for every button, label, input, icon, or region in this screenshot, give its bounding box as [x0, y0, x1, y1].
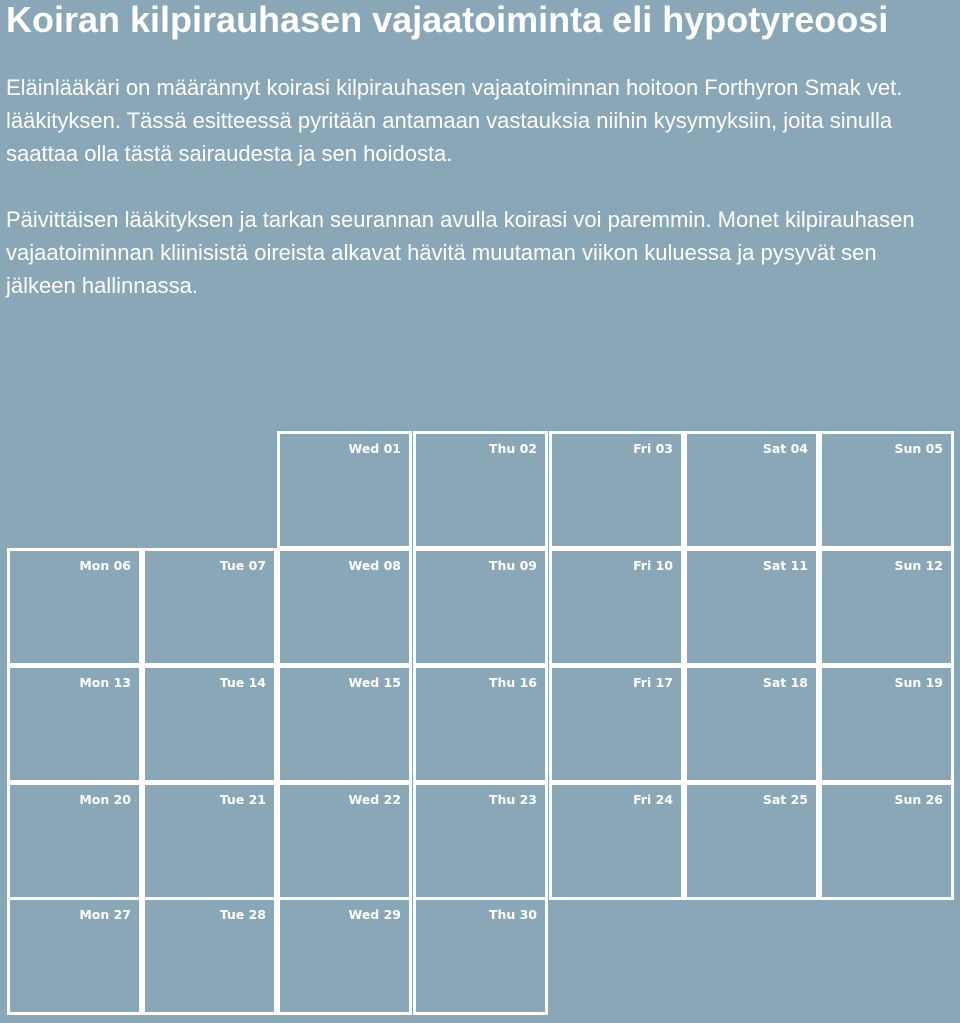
- calendar-day-cell: [7, 665, 142, 783]
- calendar-day-cell: [142, 548, 277, 666]
- calendar-day-label: Thu 02: [488, 441, 537, 456]
- calendar-day-cell: [819, 665, 954, 783]
- calendar-day-label: Thu 09: [488, 558, 537, 573]
- calendar-day-cell: [684, 665, 819, 783]
- calendar-day-cell: [413, 897, 548, 1015]
- calendar-day-label: Mon 13: [79, 675, 131, 690]
- calendar-day-label: Wed 22: [348, 792, 401, 807]
- calendar-day-cell: [684, 431, 819, 549]
- calendar-day-cell: [277, 665, 412, 783]
- calendar-day-label: Fri 17: [633, 675, 673, 690]
- calendar-day-label: Thu 30: [488, 907, 537, 922]
- calendar-day-cell: [277, 548, 412, 666]
- calendar-day-cell: [413, 548, 548, 666]
- calendar-day-cell: [549, 548, 684, 666]
- calendar-day-cell: [277, 782, 412, 900]
- calendar-day-label: Tue 14: [219, 675, 266, 690]
- calendar-day-label: Mon 06: [79, 558, 131, 573]
- calendar-day-cell: [277, 431, 412, 549]
- calendar-day-label: Wed 08: [348, 558, 401, 573]
- calendar-day-label: Wed 29: [348, 907, 401, 922]
- calendar-day-cell: [819, 548, 954, 666]
- page-title: Koiran kilpirauhasen vajaatoiminta eli hypotyreoosi: [6, 0, 889, 40]
- calendar-day-label: Thu 23: [488, 792, 537, 807]
- calendar-day-label: Tue 21: [219, 792, 266, 807]
- calendar-day-label: Sun 19: [894, 675, 943, 690]
- calendar-day-cell: [7, 782, 142, 900]
- calendar-day-label: Fri 10: [633, 558, 673, 573]
- calendar-day-cell: [819, 782, 954, 900]
- calendar-day-label: Tue 07: [219, 558, 266, 573]
- calendar-day-cell: [142, 665, 277, 783]
- calendar-day-cell: [142, 897, 277, 1015]
- calendar-day-cell: [7, 897, 142, 1015]
- calendar-day-label: Sun 26: [894, 792, 943, 807]
- calendar-day-cell: [549, 431, 684, 549]
- info-paragraph: Päivittäisen lääkityksen ja tarkan seurannan avulla koirasi voi paremmin. Monet kilpirauhasen vajaatoiminnan kliinisistä oireista alkavat hävitä muutaman viikon kuluessa ja pysyvät sen jälkeen hallinnassa.: [6, 207, 915, 298]
- calendar-day-label: Mon 20: [79, 792, 131, 807]
- calendar-day-cell: [277, 897, 412, 1015]
- calendar-day-cell: [819, 431, 954, 549]
- calendar-day-cell: [684, 548, 819, 666]
- calendar-day-label: Wed 15: [348, 675, 401, 690]
- calendar-day-label: Fri 24: [633, 792, 673, 807]
- calendar-day-cell: [549, 665, 684, 783]
- calendar-day-cell: [413, 782, 548, 900]
- calendar-day-cell: [684, 782, 819, 900]
- calendar-day-cell: [413, 431, 548, 549]
- calendar-day-cell: [549, 782, 684, 900]
- calendar-day-label: Sat 18: [762, 675, 808, 690]
- calendar-day-label: Wed 01: [348, 441, 401, 456]
- calendar-day-cell: [7, 548, 142, 666]
- calendar-day-label: Fri 03: [633, 441, 673, 456]
- intro-paragraph: Eläinlääkäri on määrännyt koirasi kilpirauhasen vajaatoiminnan hoitoon Forthyron Smak vet. lääkityksen. Tässä esitteessä pyritään antamaan vastauksia niihin kysymyksiin, joita sinulla saattaa olla tästä sairaudesta ja sen hoidosta.: [6, 75, 903, 166]
- calendar-day-label: Sun 12: [894, 558, 943, 573]
- calendar-day-label: Sat 25: [762, 792, 808, 807]
- calendar-day-cell: [142, 782, 277, 900]
- calendar-day-label: Mon 27: [79, 907, 131, 922]
- calendar-day-label: Thu 16: [488, 675, 537, 690]
- calendar-day-label: Sat 04: [762, 441, 808, 456]
- calendar-day-cell: [413, 665, 548, 783]
- calendar-day-label: Tue 28: [219, 907, 266, 922]
- calendar-day-label: Sun 05: [894, 441, 943, 456]
- calendar-day-label: Sat 11: [762, 558, 808, 573]
